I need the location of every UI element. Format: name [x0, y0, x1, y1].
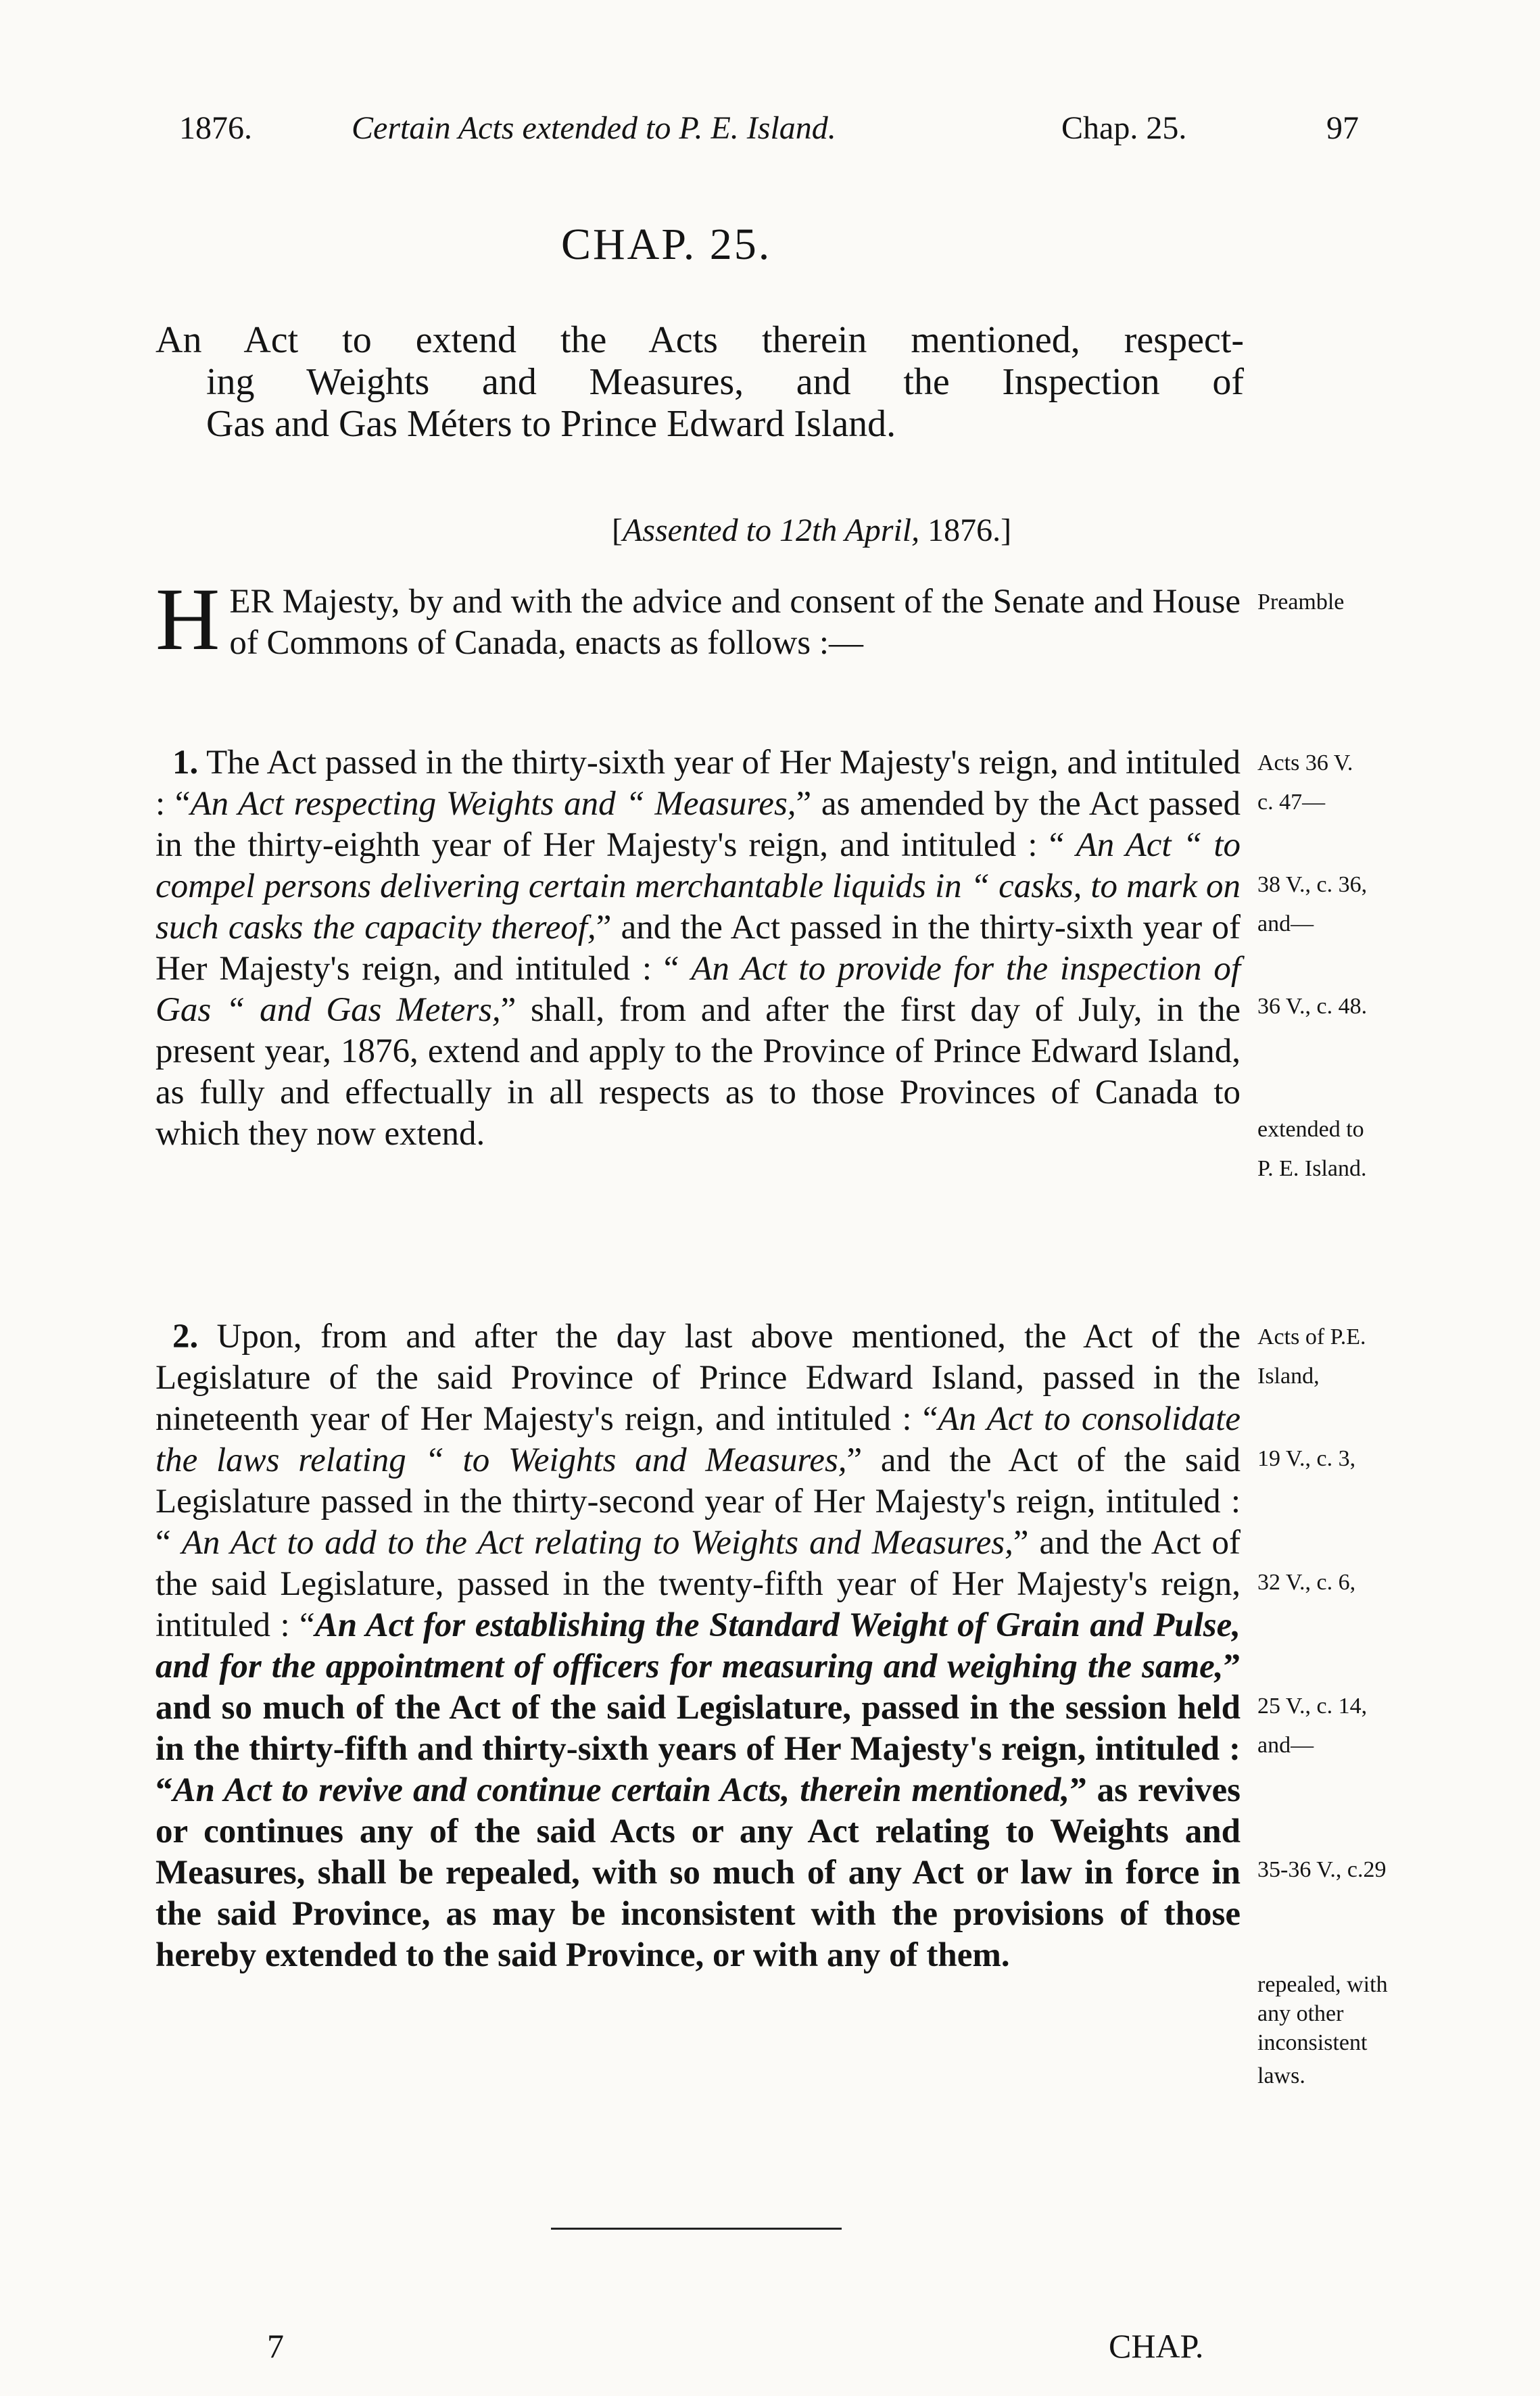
preamble — [155, 569, 1241, 669]
margin-note-36v-c48: 36 V., c. 48. — [1257, 994, 1368, 1019]
section-2-act-title-d: An Act to revive and continue certain Acts, therein mentioned, — [172, 1771, 1070, 1809]
section-2-text-e: ” as revives or continues any of the said Acts or any Act relating to Weights and Measures, shall be repealed, with so much of any Act or law in force in the said Province, as may be inconsistent with the provisions of those hereby extended to the said Province, or with any of them. — [155, 1771, 1241, 1974]
closing-rule — [551, 2228, 842, 2230]
section-2-text-b: ” and the Act of the said Legislature passed in the thirty-second year of Her Majesty's reign, intituled : “ — [155, 1441, 1241, 1562]
page-number: 97 — [1326, 110, 1359, 146]
margin-note-19v-c3: 19 V., c. 3, — [1257, 1446, 1356, 1471]
margin-note-inconsistent: inconsistent — [1257, 2030, 1368, 2055]
section-1 — [155, 742, 1241, 1155]
act-title-line-1: An Act to extend the Acts therein mentioned, respect- — [155, 319, 1244, 361]
section-2-act-title-c: An Act for establishing the Standard Weight of Grain and Pulse, and for the appointment of officers for measuring and weighing the same, — [155, 1606, 1241, 1685]
section-2-text-a: Upon, from and after the day last above mentioned, the Act of the Legislature of the said Province of Prince Edward Island, passed in the nineteenth year of Her Majesty's reign, and intituled : “ — [155, 1318, 1241, 1438]
margin-note-c47: c. 47— — [1257, 790, 1326, 815]
margin-note-acts-of-pe: Acts of P.E. — [1257, 1324, 1366, 1349]
section-2-text-c: ” and the Act of the said Legislature, passed in the twenty-fifth year of Her Majesty's reign, intituled : “ — [155, 1524, 1241, 1644]
margin-note-laws: laws. — [1257, 2063, 1305, 2088]
section-2-text-d: ” and so much of the Act of the said Legislature, passed in the session held in the thirty-fifth and thirty-sixth years of Her Majesty's reign, intituled : “ — [155, 1648, 1241, 1809]
margin-note-repealed-with: repealed, with — [1257, 1972, 1388, 1997]
margin-note-extended-to: extended to — [1257, 1117, 1364, 1142]
section-2-act-title-b: An Act to add to the Act relating to Weights and Measures, — [181, 1524, 1013, 1562]
margin-note-and-2: and— — [1257, 1733, 1314, 1758]
preamble-text: ER Majesty, by and with the advice and consent of the Senate and House of Commons of Canada, enacts as follows :— — [229, 583, 1241, 662]
margin-note-preamble: Preamble — [1257, 590, 1345, 615]
running-head-year: 1876. — [179, 110, 252, 146]
margin-note-and: and— — [1257, 911, 1314, 936]
margin-note-pe-island: P. E. Island. — [1257, 1156, 1367, 1181]
signature-mark: 7 — [267, 2327, 284, 2365]
margin-note-35-36v-c29: 35-36 V., c.29 — [1257, 1857, 1387, 1882]
section-1-act-title-c: An Act to provide for the inspection of Gas “ and Gas Meters, — [155, 950, 1241, 1029]
margin-note-acts-36v: Acts 36 V. — [1257, 750, 1353, 775]
section-1-act-title-b: An Act “ to compel persons delivering certain merchantable liquids in “ casks, to mark on such casks the capacity thereof, — [155, 826, 1241, 947]
running-head-chapter: Chap. 25. — [1061, 110, 1187, 146]
section-1-text-d: ” shall, from and after the first day of July, in the present year, 1876, extend and apply to the Province of Prince Edward Island, as fully and effectually in all respects as to those Provinces of Canada to which they now extend. — [155, 991, 1241, 1153]
section-1-number: 1. — [172, 744, 199, 782]
assent-date — [612, 510, 1220, 551]
margin-note-25v-c14: 25 V., c. 14, — [1257, 1694, 1368, 1719]
section-2 — [155, 1316, 1241, 1976]
margin-note-38v-c36: 38 V., c. 36, — [1257, 872, 1368, 897]
drop-cap: H — [155, 569, 220, 669]
act-title-line-3: Gas and Gas Méters to Prince Edward Island. — [206, 403, 896, 445]
section-1-text-c: ” and the Act passed in the thirty-sixth year of Her Majesty's reign, and intituled : “ — [155, 909, 1241, 988]
assent-year: 1876.] — [919, 512, 1012, 548]
section-2-number: 2. — [172, 1318, 199, 1356]
section-1-text-b: ” as amended by the Act passed in the thirty-eighth year of Her Majesty's reign, and intituled : “ — [155, 785, 1241, 864]
assent-bracket: [ — [612, 512, 623, 548]
margin-note-any-other: any other — [1257, 2001, 1344, 2026]
act-title-line-2: ing Weights and Measures, and the Inspection of — [206, 361, 1244, 403]
section-1-act-title-a: An Act respecting Weights and “ Measures, — [190, 785, 796, 823]
assent-text: Assented to 12th April, — [622, 512, 920, 548]
running-head-title: Certain Acts extended to P. E. Island. — [352, 110, 836, 146]
margin-note-32v-c6: 32 V., c. 6, — [1257, 1570, 1356, 1595]
chapter-heading: CHAP. 25. — [561, 220, 772, 269]
act-title — [155, 319, 1244, 445]
catchword: CHAP. — [1109, 2327, 1204, 2365]
margin-note-island: Island, — [1257, 1364, 1320, 1389]
section-2-act-title-a: An Act to consolidate the laws relating “ to Weights and Measures, — [155, 1400, 1241, 1479]
section-1-text-a: The Act passed in the thirty-sixth year of Her Majesty's reign, and intituled : “ — [155, 744, 1241, 823]
